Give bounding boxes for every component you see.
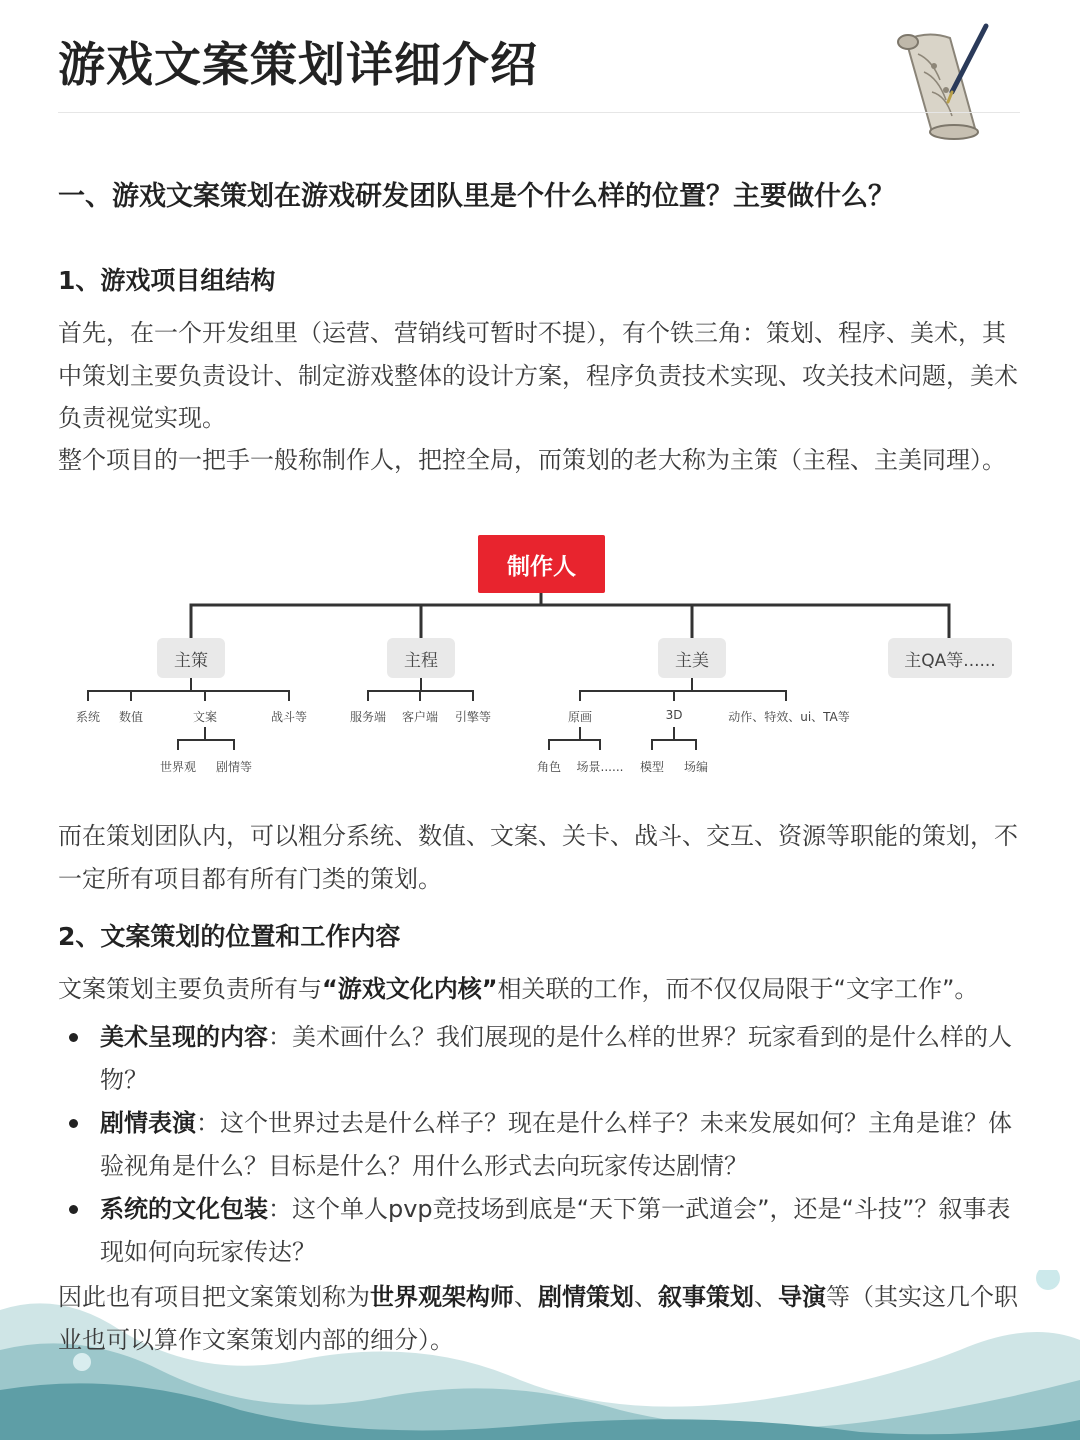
leaf-engine: 引擎等 [454, 710, 492, 724]
leaf-system: 系统 [75, 710, 101, 724]
subsection-heading-structure: 1、游戏项目组结构 [58, 266, 276, 295]
leaf-numbers: 数值 [118, 710, 144, 724]
producer-node: 制作人 [478, 535, 605, 593]
bullet-icon [69, 1033, 78, 1042]
bullet-icon [69, 1119, 78, 1128]
paragraph-iron-triangle: 首先，在一个开发组里（运营、营销线可暂时不提），有个铁三角：策划、程序、美术，其中策划主要负责设计、制定游戏整体的设计方案，程序负责技术实现、攻关技术问题，美术负责视觉实现。 [58, 319, 1018, 432]
leaf-model: 模型 [639, 760, 665, 774]
responsibility-list [58, 1016, 1024, 1274]
lead-qa-node: 主QA等...... [888, 638, 1012, 678]
paragraph-writing-titles: 因此也有项目把文案策划称为世界观架构师、剧情策划、叙事策划、导演等（其实这几个职业也可以算作文案策划内部的细分）。 [58, 1283, 1018, 1354]
lead-art-node: 主美 [658, 638, 726, 678]
leaf-writing: 文案 [192, 710, 218, 724]
section-heading: 一、游戏文案策划在游戏研发团队里是个什么样的位置？主要做什么？ [58, 181, 895, 212]
leaf-level-edit: 场编 [683, 760, 709, 774]
scroll-and-quill-icon [888, 20, 996, 142]
leaf-character: 角色 [536, 760, 562, 774]
leaf-scene: 场景...... [576, 760, 624, 774]
paragraph-producer: 整个项目的一把手一般称制作人，把控全局，而策划的老大称为主策（主程、主美同理）。 [58, 446, 1006, 474]
leaf-story: 剧情等 [215, 760, 253, 774]
leaf-combat: 战斗等 [270, 710, 308, 724]
list-item: 系统的文化包装：这个单人pvp竞技场到底是“天下第一武道会”，还是“斗技”？叙事表现如何向玩家传达？ [58, 1188, 1024, 1274]
leaf-worldview: 世界观 [159, 760, 197, 774]
list-item: 剧情表演：这个世界过去是什么样子？现在是什么样子？未来发展如何？主角是谁？体验视角是什么？目标是什么？用什么形式去向玩家传达剧情？ [58, 1102, 1024, 1188]
lead-program-node: 主程 [387, 638, 455, 678]
leaf-3d: 3D [665, 708, 683, 722]
leaf-animation-vfx: 动作、特效、ui、TA等 [728, 710, 850, 724]
paragraph-writing-intro: 文案策划主要负责所有与“游戏文化内核”相关联的工作，而不仅仅局限于“文字工作”。 [58, 975, 979, 1003]
list-item: 美术呈现的内容：美术画什么？我们展现的是什么样的世界？玩家看到的是什么样的人物？ [58, 1016, 1024, 1102]
org-chart [60, 528, 1020, 808]
leaf-concept-art: 原画 [567, 710, 593, 724]
lead-design-node: 主策 [157, 638, 225, 678]
page-title: 游戏文案策划详细介绍 [58, 38, 538, 93]
bullet-icon [69, 1205, 78, 1214]
title-divider [58, 112, 1020, 113]
leaf-server: 服务端 [349, 710, 387, 724]
leaf-client: 客户端 [401, 710, 439, 724]
paragraph-design-roles: 而在策划团队内，可以粗分系统、数值、文案、关卡、战斗、交互、资源等职能的策划，不一定所有项目都有所有门类的策划。 [58, 822, 1018, 893]
subsection-heading-writing-role: 2、文案策划的位置和工作内容 [58, 922, 401, 951]
